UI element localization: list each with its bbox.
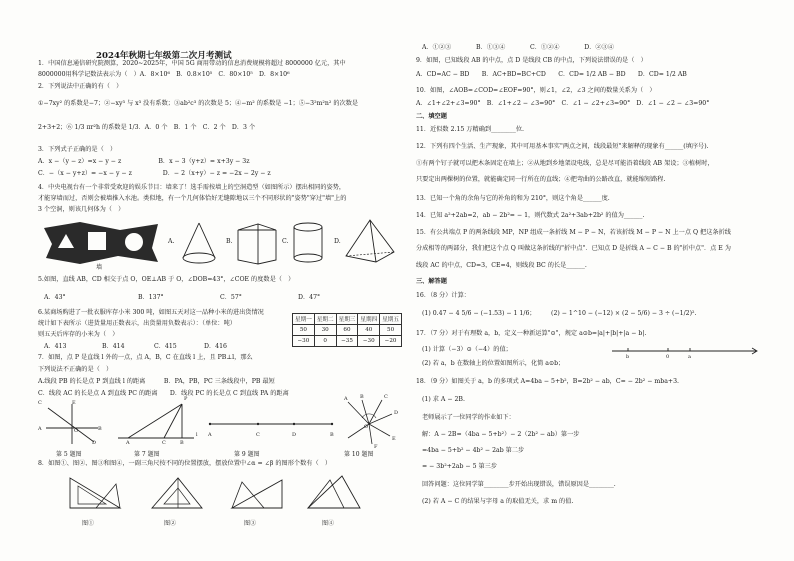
question-line: 老师展示了一位同学的作业如下：: [422, 414, 515, 421]
option-b-label: B.: [226, 238, 233, 245]
question-line: 2+3+2；⑥ 1/3 πr²h 的系数是 1/3．A．0 个 B．1 个 C．2 个 D．3 个: [38, 124, 256, 131]
number-line: [610, 346, 760, 360]
numberline-label: 0: [666, 354, 670, 360]
fig5-label: A: [38, 426, 42, 432]
table-cell: 40: [358, 325, 380, 336]
question-line: = − 3b²+2ab − 5 第三步: [422, 463, 498, 470]
question-line: A．x −（y − z）=x − y − z B．x − 3（y+z）= x+3y − 3z: [38, 158, 250, 165]
numberline-label: b: [626, 354, 630, 360]
question-line: (2) 若 a，b 在数轴上的位置如图所示，化简 a⊙b；: [422, 360, 565, 367]
figure-caption: 第 10 题图: [344, 451, 374, 458]
question-line: 8．如图①、图②、图③和图④，一副三角尺按不同的位置摆放，摆放位置中∠α = ∠β 的图形个数有（ ）: [38, 460, 332, 467]
table-cell: 50: [380, 325, 402, 336]
triangle-set-4: [304, 472, 364, 514]
table-header: 星期一: [293, 314, 315, 325]
fig7-label: l: [196, 432, 198, 438]
stock-table: [292, 313, 402, 347]
question-line: 8000000用科学记数法表示为（ ）A．8×10⁶ B．0.8×10⁵ C．80×10⁵ D．8×10⁶: [38, 71, 290, 78]
question-line: 统计如下表所示（进货量用正数表示，出货量用负数表示）：（单位：吨）: [38, 320, 236, 327]
numberline-label: a: [688, 354, 691, 360]
q6-option-a: A．413: [44, 343, 67, 350]
section-heading: 三、解答题: [416, 278, 447, 285]
question-line: C．线段 AC 的长是点 A 到直线 PC 的距离 D．线段 PC 的长是点 C 到直线 PA 的距离: [38, 390, 289, 397]
question-line: A．∠1+∠2+∠3=90° B．∠1+∠2 − ∠3=90° C．∠1 − ∠2+∠3=90° D．∠1 − ∠2 − ∠3=90°: [416, 100, 710, 107]
fig7-label: B: [180, 440, 184, 446]
table-header: 星期五: [380, 314, 402, 325]
table-row: [293, 336, 402, 347]
table-cell: 0: [314, 336, 336, 347]
figure-caption: 图④: [322, 520, 335, 527]
question-line: =4ba − 5+b² − 4b² − 2ab 第二步: [422, 447, 525, 454]
cone-option: [178, 220, 220, 266]
figure-caption: 第 7 题图: [134, 451, 160, 458]
table-row: [293, 325, 402, 336]
fig9-label: B: [330, 432, 334, 438]
table-cell: −30: [293, 336, 315, 347]
question-line: 分成相等的两部分，我们把这个点 Q 叫做这条折线的"折中点"．已知点 D 是折线 A − C − B 的"折中点"．点 E 为: [416, 245, 731, 252]
triangle-set-3: [228, 474, 286, 514]
page-title: 2024年秋期七年级第二次月考测试: [96, 51, 232, 61]
section-heading: 二、填空题: [416, 113, 447, 120]
option-d-label: D.: [334, 238, 341, 245]
question-line: ①−7xy² 的系数是−7；②−xy³ 与 x³ 没有系数；③ab²c³ 的次数是 5；④−m² 的系数是 −1；⑤−3²m²n² 的次数是: [38, 100, 359, 107]
question-line: 7．如图，点 P 是直线 l 外的一点，点 A，B，C 在直线 l 上，且 PB⊥l，那么: [38, 354, 253, 361]
question-line: 4．中央电视台有一个非常受欢迎的娱乐节目：墙来了！选手需按墙上的空洞造型（如图所示）摆出相同的姿势，: [38, 184, 346, 191]
fig10-label: B: [360, 394, 364, 400]
q5-option-d: D．47°: [298, 294, 321, 301]
question-line: (2) 若 A − C 的结果与字母 a 的取值无关，求 m 的值.: [422, 498, 574, 505]
question-line: 1．中国信息通信研究院测算，2020~2025年，中国 5G 商用带动的信息消费规模将超过 8000000 亿元，其中: [38, 60, 346, 67]
q6-option-c: C．415: [154, 343, 177, 350]
question-line: 11．近似数 2.15 万精确到________位.: [416, 126, 524, 133]
fig10-label: O: [364, 424, 369, 430]
cylinder-option: [290, 220, 326, 266]
q5-option-b: B．137°: [138, 294, 164, 301]
fig9-label: C: [256, 432, 260, 438]
table-cell: −35: [336, 336, 358, 347]
table-cell: −20: [380, 336, 402, 347]
pyramid-option: [342, 218, 398, 266]
question-line: (1) 计算（−3）⊙（−4）的值；: [422, 346, 512, 353]
table-cell: 60: [336, 325, 358, 336]
table-header: 星期二: [314, 314, 336, 325]
table-cell: −30: [358, 336, 380, 347]
question-line: 18．（9 分）如图关于 a，b 的多项式 A=4ba − 5+b²，B=2b² − ab，C= − 2b² − mba+3.: [416, 378, 679, 385]
fig10-label: C: [384, 394, 388, 400]
fig5-label: B: [98, 426, 102, 432]
question-line: 17．（7 分）对于有理数 a，b，定义一种新运算"⊙"，规定 a⊙b=|a|+|b|+|a − b|.: [416, 330, 647, 337]
figure-10: [344, 396, 394, 446]
question-line: 2．下列说法中正确的有（ ）: [38, 83, 123, 90]
question-line: A.线段 PB 的长是点 P 到直线 l 的距离 B．PA，PB，PC 三条线段中，PB 最短: [38, 378, 275, 385]
figure-caption: 图①: [82, 520, 95, 527]
triangle-set-1: [66, 474, 124, 514]
question-line: 13．已知一个角的余角与它的补角的和为 210°，则这个角是______度.: [416, 195, 610, 202]
option-c-label: C.: [282, 238, 289, 245]
fig5-label: C: [38, 400, 42, 406]
fig10-label: F: [374, 444, 378, 450]
triangle-set-2: [148, 474, 206, 514]
table-cell: 30: [314, 325, 336, 336]
figure-caption: 第 5 题图: [56, 451, 82, 458]
fig10-label: A: [344, 396, 348, 402]
table-cell: 50: [293, 325, 315, 336]
question-line: 线段 AC 的中点，CD=3，CE=4，则线段 BC 的长是______.: [416, 262, 587, 269]
question-line: 14．已知 a²+2ab=2，ab − 2b²= − 1，则代数式 2a²+3ab+2b² 的值为______.: [416, 212, 645, 219]
table-header: 星期四: [358, 314, 380, 325]
fig5-label: D: [92, 440, 97, 446]
question-line: 才能穿墙而过，否则会被墙推入水池。类似地，有一个几何体恰好无缝隙地以三个不同形状的"姿势"穿过"墙"上的: [38, 195, 347, 202]
fig7-label: P: [184, 396, 188, 402]
question-line: 15．有公共端点 P 的两条线段 MP，NP 组成一条折线 M − P − N，若该折线 M − P − N 上一点 Q 把这条折线: [416, 229, 731, 236]
table-header: 星期三: [336, 314, 358, 325]
question-line: 12．下列有四个生活、生产现象，其中可用基本事实"两点之间，线段最短"来解释的现象有______(填序号).: [416, 143, 709, 150]
fig5-label: E: [72, 400, 76, 406]
question-line: ①有两个钉子就可以把木条固定在墙上；②从地到乡地架设电线，总是尽可能沿着线段 AB 架设；③植树时，: [416, 160, 714, 167]
fig10-label: D: [394, 410, 399, 416]
question-line: C．−（x − y+z）= −x − y − z D．− 2（x+y）− z = −2x − 2y − z: [38, 170, 271, 177]
question-line: (1) 求 A − 2B.: [422, 396, 465, 403]
question-line: 10．如图，∠AOB=∠COD=∠EOF=90°，则∠1，∠2，∠3 之间的数量关系为（ ）: [416, 87, 656, 94]
q5-option-c: C．57°: [220, 294, 242, 301]
fig9-label: D: [292, 432, 297, 438]
option-a-label: A.: [168, 238, 175, 245]
question-line: 3 个空洞，则该几何体为（ ）: [38, 206, 125, 213]
fig7-label: A: [126, 440, 130, 446]
q6-option-b: B．414: [102, 343, 125, 350]
question-line: (1) 0.47 − 4 5/6 − (−1.53) − 1 1/6； (2) − 1^10 − (−12) × (2 − 5/6) − 3 ÷ (−1/2)².: [422, 310, 697, 317]
question-line: 6.某商场购进了一批衣服库存小米 300 吨，如图五天对这一品种小米的进出货情况: [38, 309, 264, 316]
fig10-label: E: [392, 436, 396, 442]
fig7-label: C: [162, 440, 166, 446]
question-line: 5.如图，直线 AB，CD 相交于点 O，OE⊥AB 于 O，∠DOB=43°，∠COE 的度数是（ ）: [38, 276, 295, 283]
figure-9: [206, 418, 336, 430]
question-line: A．①②③ B．①③④ C．①②④ D．②③④: [422, 44, 614, 51]
question-line: 则五天后库存的小米为（ ）: [38, 331, 119, 338]
figure-caption: 第 9 题图: [234, 451, 260, 458]
question-line: 9．如图，已知线段 AB 的中点，点 D 是线段 CB 的中点，下列说法错误的是（ ）: [416, 57, 647, 64]
question-line: 解：A − 2B=（4ba − 5+b²）− 2（2b² − ab）第一步: [422, 431, 580, 438]
question-line: 回答问题：这位同学第________步开始出现错误，错误原因是________.: [422, 481, 616, 488]
prism-option: [234, 220, 280, 266]
question-line: 只要定出两棵树的位置，就能确定同一行所在的直线；④把弯曲的公路改直，就能缩短路程.: [416, 176, 666, 183]
question-line: 下列说法不正确的是（ ）: [38, 366, 113, 373]
q6-option-d: D．416: [204, 343, 227, 350]
q5-option-a: A．43°: [44, 294, 66, 301]
fig5-label: O: [74, 428, 79, 434]
question-line: A．CD=AC − BD B．AC+BD=BC+CD C．CD= 1/2 AB − BD D．CD= 1/2 AB: [416, 71, 687, 78]
wall-figure: [40, 218, 162, 268]
fig9-label: A: [208, 432, 212, 438]
figure-caption: 图②: [164, 520, 177, 527]
wall-label: 墙: [96, 264, 103, 271]
question-line: 3．下列式子正确的是（ ）: [38, 146, 117, 153]
figure-caption: 图③: [244, 520, 257, 527]
question-line: 16．（8 分）计算：: [416, 292, 470, 299]
table-header-row: [293, 314, 402, 325]
